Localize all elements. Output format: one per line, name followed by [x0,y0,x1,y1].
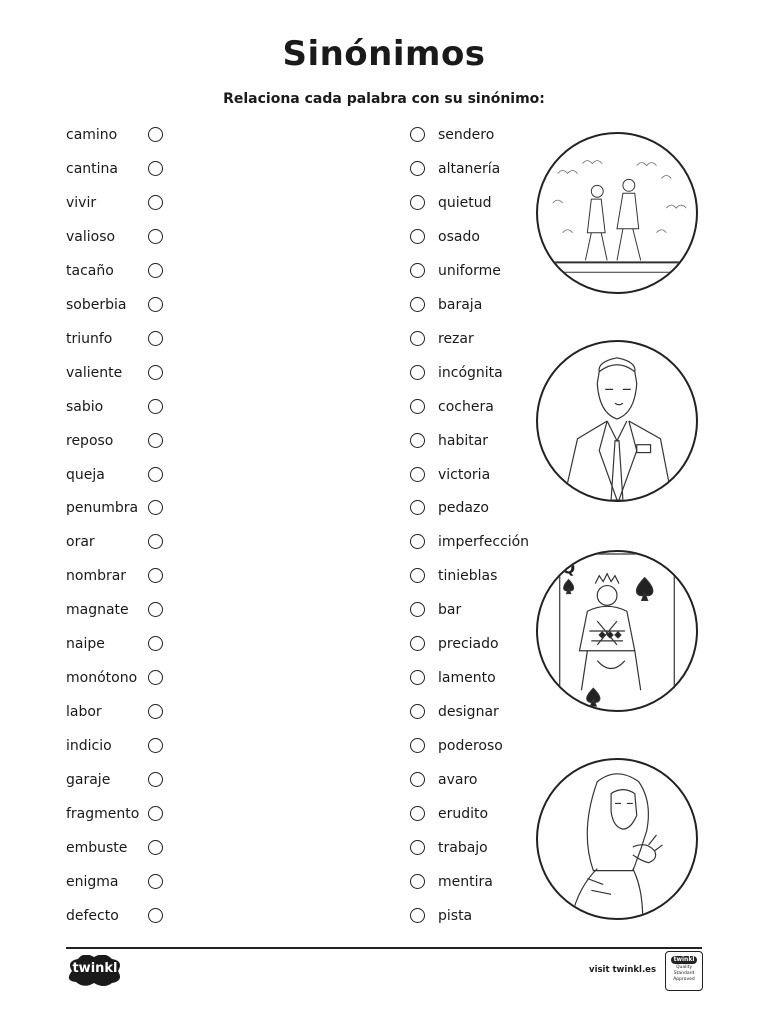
right-answer-circle[interactable] [410,874,425,889]
left-word: valiente [66,364,123,381]
left-word: triunfo [66,330,113,347]
right-word: poderoso [438,738,503,755]
right-word: designar [438,704,499,721]
right-answer-circle[interactable] [410,670,425,685]
right-word: baraja [438,296,483,313]
right-word: bar [438,602,462,619]
left-word: naipe [66,636,105,653]
left-word: fragmento [66,806,140,822]
twinkl-logo[interactable] [66,955,124,987]
right-answer-circle[interactable] [410,772,425,787]
left-word: tacaño [66,262,114,279]
left-answer-circle[interactable] [148,806,163,821]
left-word: penumbra [66,500,139,517]
left-answer-circle[interactable] [148,229,163,244]
businessman-illustration [536,340,698,502]
left-word: enigma [66,873,119,890]
left-word: labor [66,704,102,721]
left-answer-circle[interactable] [148,840,163,855]
left-word: monótono [66,670,138,687]
quality-standard-badge [665,951,703,991]
left-answer-circle[interactable] [148,636,163,651]
left-word: magnate [66,602,129,619]
right-word: victoria [438,466,491,483]
left-answer-circle[interactable] [148,602,163,617]
right-word: osado [438,228,480,245]
right-word: tinieblas [438,568,498,585]
right-answer-circle[interactable] [410,399,425,414]
left-word: queja [66,466,105,483]
right-word: uniforme [438,262,501,279]
left-word: garaje [66,772,111,789]
left-word: vivir [66,194,97,211]
footer-divider [66,947,702,949]
left-answer-circle[interactable] [148,331,163,346]
right-answer-circle[interactable] [410,908,425,923]
left-answer-circle[interactable] [148,127,163,142]
left-word: sabio [66,398,104,415]
right-answer-circle[interactable] [410,636,425,651]
left-answer-circle[interactable] [148,704,163,719]
card-rank: Q [561,558,576,578]
right-word: imperfección [438,534,530,551]
right-answer-circle[interactable] [410,331,425,346]
right-answer-circle[interactable] [410,738,425,753]
walking-people-illustration [536,132,698,294]
queen-of-spades-card-illustration [536,550,698,712]
right-word: avaro [438,772,478,789]
right-word: rezar [438,330,474,347]
right-answer-circle[interactable] [410,704,425,719]
left-answer-circle[interactable] [148,467,163,482]
left-answer-circle[interactable] [148,399,163,414]
right-word: lamento [438,670,496,687]
left-word: soberbia [66,296,127,313]
left-answer-circle[interactable] [148,161,163,176]
left-word: embuste [66,839,128,856]
right-word: erudito [438,806,489,822]
badge-brand: twinkl [671,956,697,964]
right-answer-circle[interactable] [410,840,425,855]
badge-line-1: Quality Standard [673,965,695,976]
right-answer-circle[interactable] [410,161,425,176]
left-answer-circle[interactable] [148,874,163,889]
right-answer-circle[interactable] [410,806,425,821]
left-answer-circle[interactable] [148,195,163,210]
right-word: cochera [438,398,494,415]
right-answer-circle[interactable] [410,195,425,210]
right-word: trabajo [438,839,488,856]
right-word: sendero [438,127,495,143]
left-answer-circle[interactable] [148,297,163,312]
right-answer-circle[interactable] [410,297,425,312]
left-word: orar [66,534,95,551]
left-word: indicio [66,738,112,755]
right-word: preciado [438,636,499,653]
left-answer-circle[interactable] [148,365,163,380]
right-word: mentira [438,873,493,890]
page-title: Sinónimos [282,34,486,74]
right-word: pedazo [438,500,489,517]
right-answer-circle[interactable] [410,127,425,142]
left-word: valioso [66,228,116,245]
left-answer-circle[interactable] [148,500,163,515]
badge-line-2: Approved [673,977,695,982]
left-answer-circle[interactable] [148,738,163,753]
right-answer-circle[interactable] [410,433,425,448]
left-answer-circle[interactable] [148,568,163,583]
visit-link[interactable]: visit twinkl.es [589,965,656,975]
left-answer-circle[interactable] [148,908,163,923]
right-answer-circle[interactable] [410,263,425,278]
left-answer-circle[interactable] [148,670,163,685]
left-answer-circle[interactable] [148,433,163,448]
right-word: pista [438,907,473,924]
left-word: defecto [66,907,119,924]
left-word: cantina [66,160,118,177]
right-answer-circle[interactable] [410,568,425,583]
right-word: incógnita [438,364,503,381]
right-answer-circle[interactable] [410,365,425,380]
left-word: nombrar [66,568,127,585]
left-answer-circle[interactable] [148,534,163,549]
right-word: altanería [438,160,501,177]
praying-woman-illustration [536,758,698,920]
right-word: habitar [438,432,489,449]
right-answer-circle[interactable] [410,500,425,515]
left-word: camino [66,127,118,143]
left-word: reposo [66,432,114,449]
logo-text: twinkl [72,961,118,976]
left-answer-circle[interactable] [148,263,163,278]
right-answer-circle[interactable] [410,534,425,549]
right-answer-circle[interactable] [410,602,425,617]
left-answer-circle[interactable] [148,772,163,787]
right-answer-circle[interactable] [410,229,425,244]
instructions: Relaciona cada palabra con su sinónimo: [223,91,545,107]
right-answer-circle[interactable] [410,467,425,482]
right-word: quietud [438,194,492,211]
